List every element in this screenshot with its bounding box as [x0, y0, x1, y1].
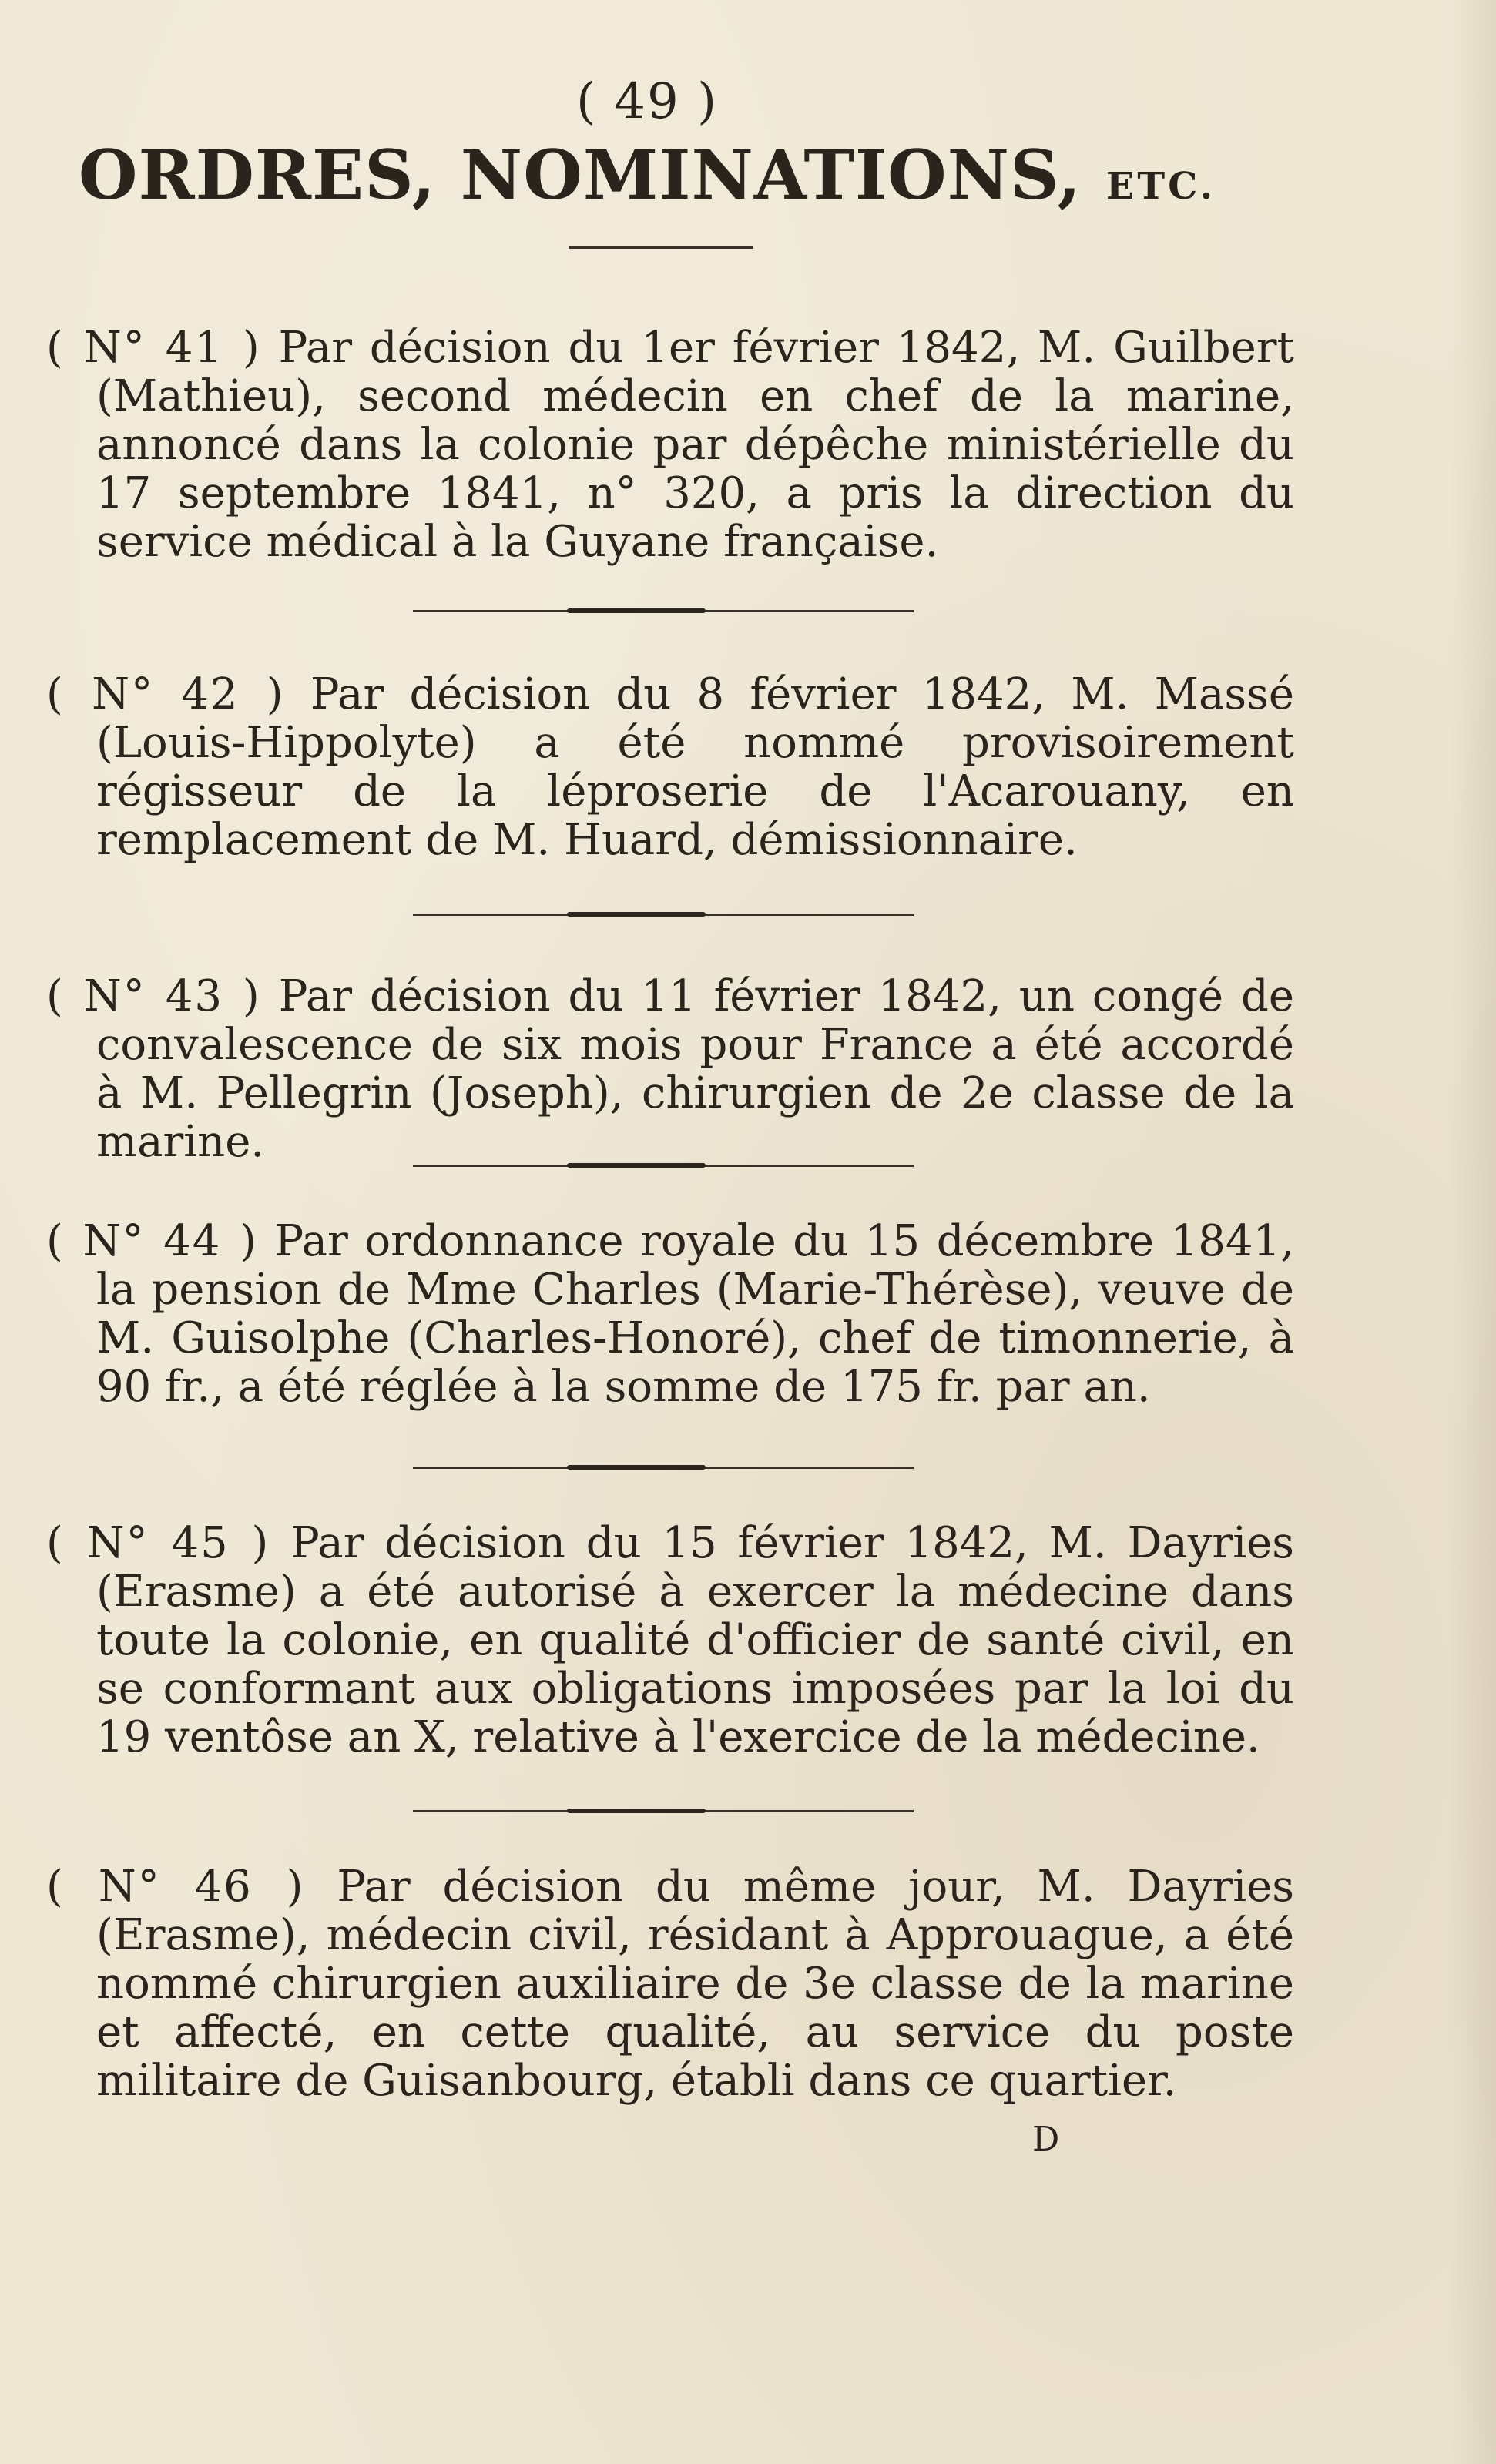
entry-43	[46, 972, 1294, 1166]
entry-paragraph	[46, 670, 1294, 864]
entry-text: Par décision du même jour, M. Dayries (Erasme), médecin civil, résidant à Approuague, a été nommé chirurgien auxiliaire de 3e classe de la marine et affecté, en cette qualité, au service du poste militaire de Guisanbourg, établi dans ce quartier.	[96, 1862, 1294, 2106]
entry-41	[46, 324, 1294, 566]
page-title-etc: ETC.	[1105, 165, 1216, 208]
entry-number: ( N° 44 )	[46, 1216, 258, 1266]
signature-mark: D	[1032, 2120, 1060, 2159]
entry-divider	[413, 1810, 914, 1812]
entry-44	[46, 1217, 1294, 1411]
entry-divider	[413, 914, 914, 916]
entry-text: Par décision du 11 février 1842, un congé de convalescence de six mois pour France a été accordé à M. Pellegrin (Joseph), chirurgien de 2e classe de la marine.	[96, 971, 1294, 1167]
page-title	[0, 135, 1294, 215]
entry-paragraph	[46, 972, 1294, 1166]
entry-text: Par décision du 8 février 1842, M. Massé (Louis-Hippolyte) a été nommé provisoirement régisseur de la léproserie de l'Acarouany, en remplacement de M. Huard, démissionnaire.	[96, 669, 1294, 865]
page-edge-shadow	[1450, 0, 1496, 2464]
entry-number: ( N° 46 )	[46, 1862, 305, 1912]
entry-paragraph	[46, 1519, 1294, 1762]
entry-42	[46, 670, 1294, 864]
entry-number: ( N° 42 )	[46, 669, 285, 719]
entry-number: ( N° 43 )	[46, 971, 261, 1021]
entry-text: Par décision du 1er février 1842, M. Guilbert (Mathieu), second médecin en chef de la marine, annoncé dans la colonie par dépêche ministérielle du 17 septembre 1841, n° 320, a pris la direction du service médical à la Guyane française.	[96, 323, 1294, 567]
title-divider	[569, 246, 753, 249]
entry-divider	[413, 1467, 914, 1469]
entry-paragraph	[46, 1862, 1294, 2105]
entry-paragraph	[46, 1217, 1294, 1411]
entry-45	[46, 1519, 1294, 1762]
entry-divider	[413, 1165, 914, 1167]
entry-divider	[413, 610, 914, 612]
entry-46	[46, 1862, 1294, 2105]
entry-text: Par décision du 15 février 1842, M. Dayries (Erasme) a été autorisé à exercer la médecine dans toute la colonie, en qualité d'officier de santé civil, en se conformant aux obligations imposées par la loi du 19 ventôse an X, relative à l'exercice de la médecine.	[96, 1518, 1294, 1762]
entry-paragraph	[46, 324, 1294, 566]
entry-number: ( N° 45 )	[46, 1518, 270, 1568]
page-number: ( 49 )	[575, 73, 719, 130]
page-title-main: ORDRES, NOMINATIONS,	[78, 135, 1082, 215]
entry-text: Par ordonnance royale du 15 décembre 1841, la pension de Mme Charles (Marie-Thérèse), veuve de M. Guisolphe (Charles-Honoré), chef de timonnerie, à 90 fr., a été réglée à la somme de 175 fr. par an.	[96, 1216, 1294, 1412]
entry-number: ( N° 41 )	[46, 323, 261, 373]
